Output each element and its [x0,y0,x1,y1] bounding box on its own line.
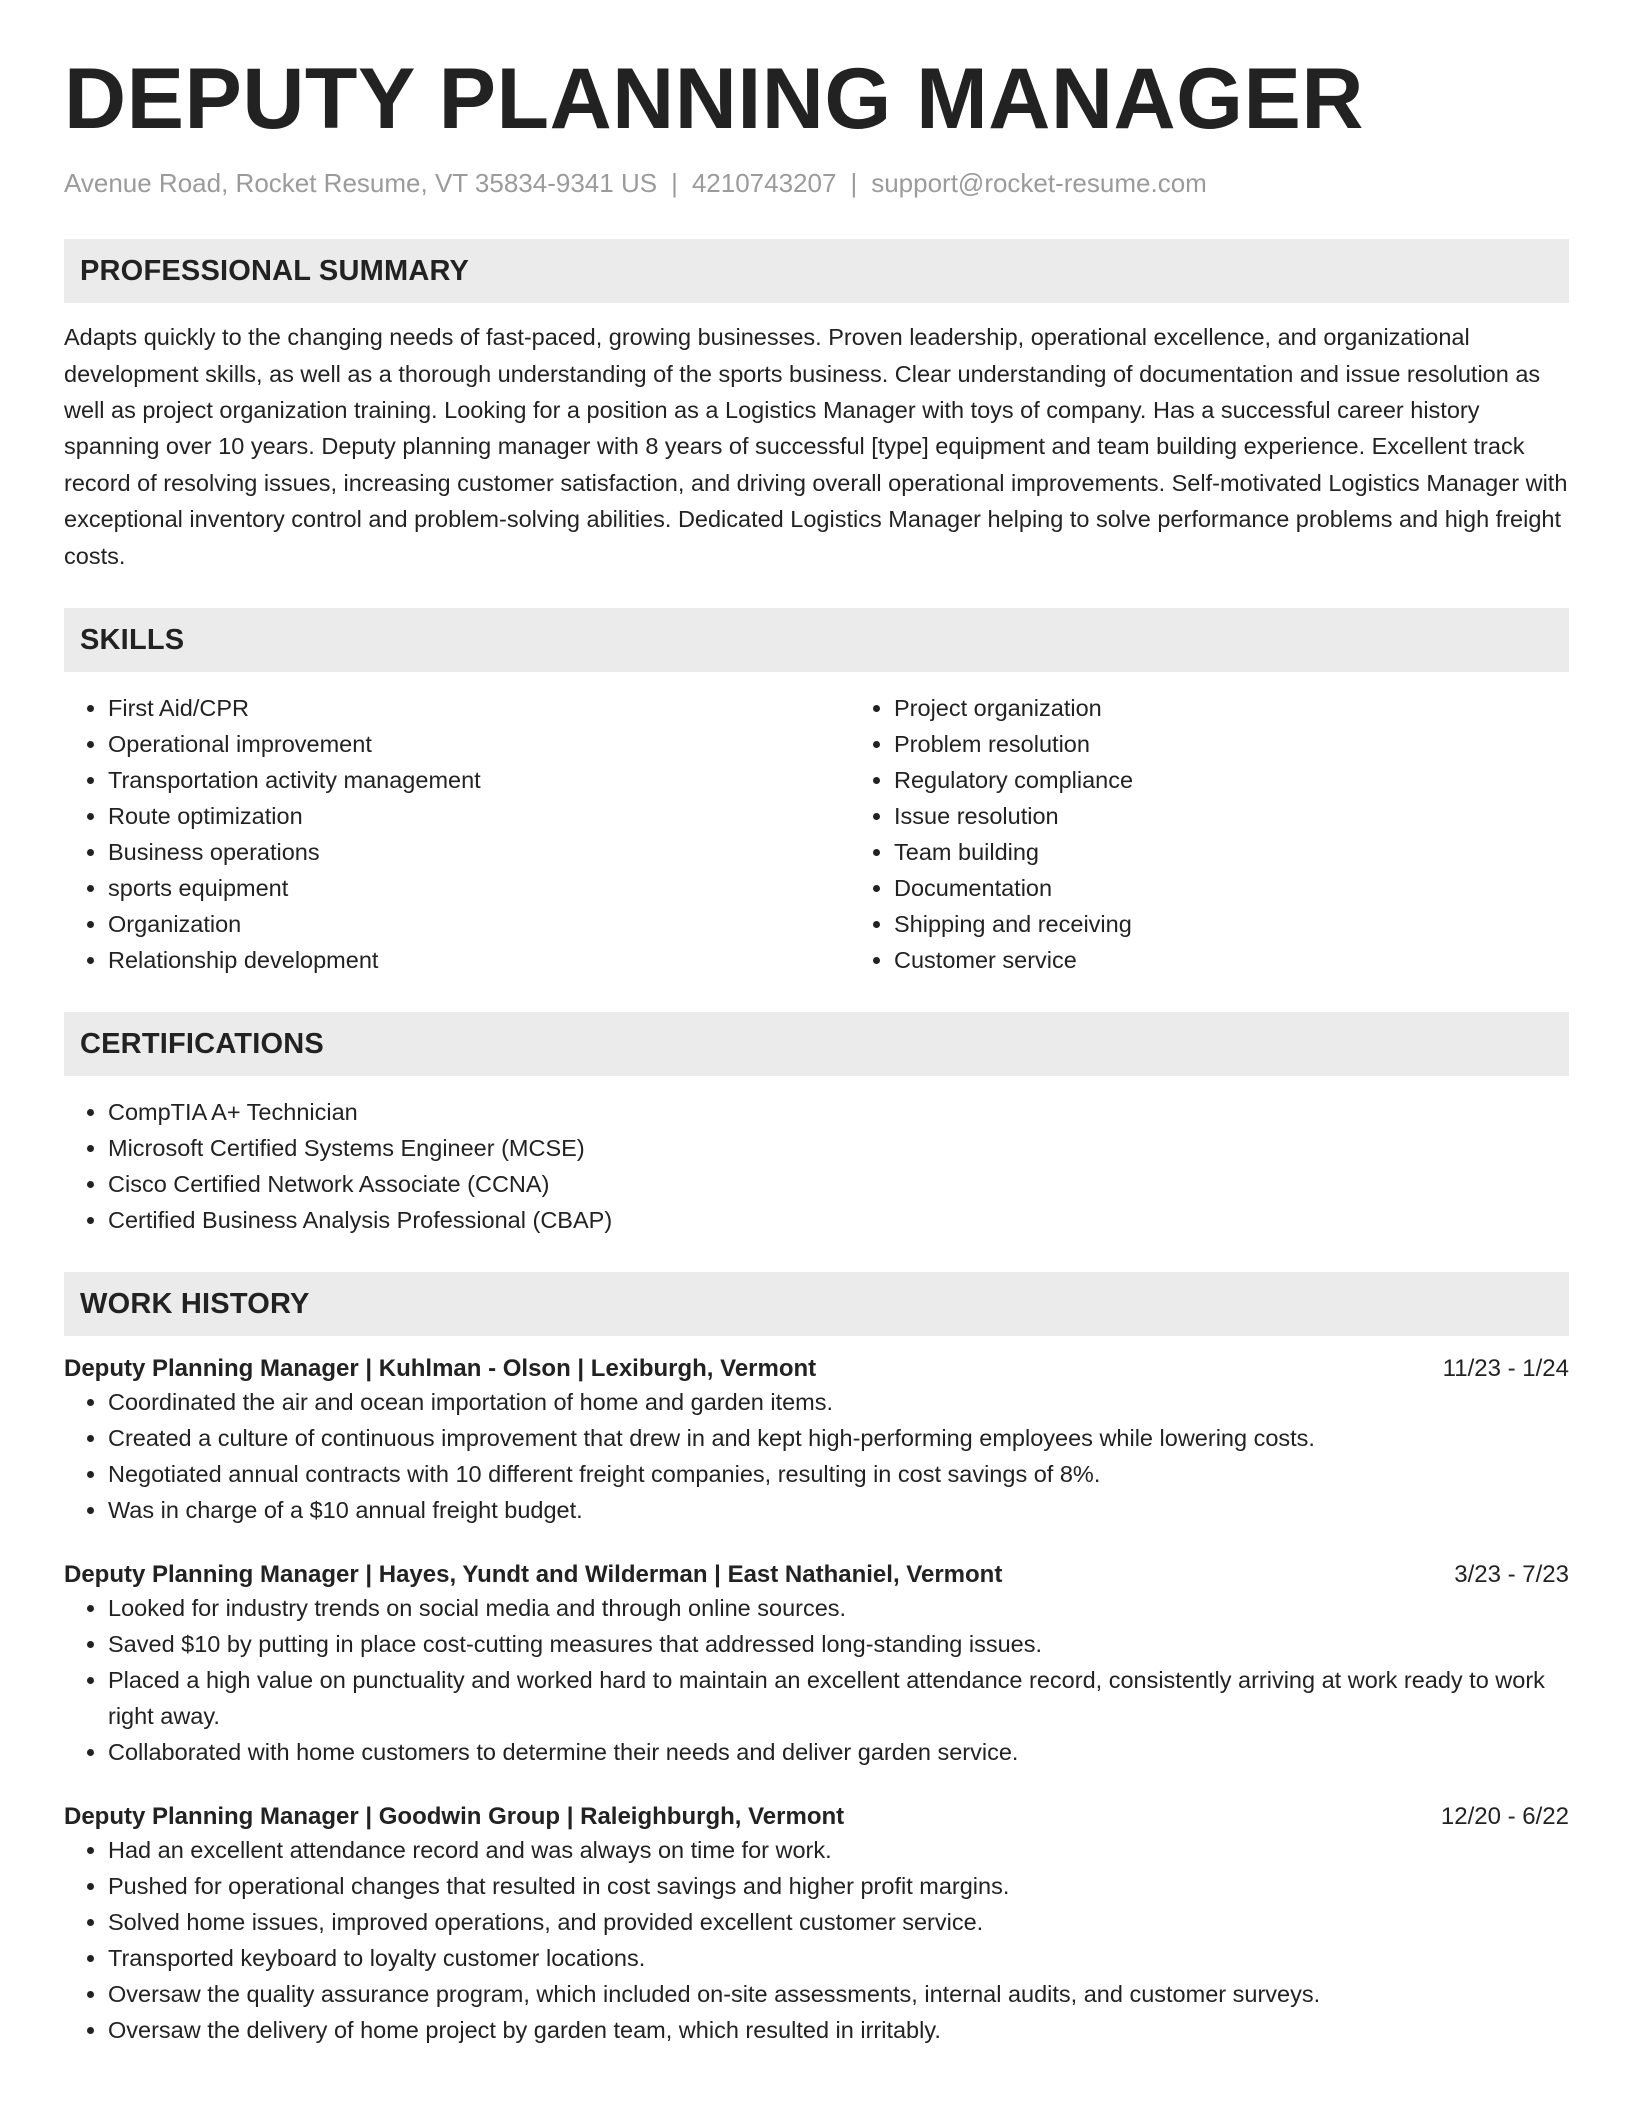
skill-item: • Shipping and receiving [894,906,1133,942]
job-bullet: • Had an excellent attendance record and was always on time for work. [108,1832,1569,1868]
job-bullet: • Collaborated with home customers to determine their needs and deliver garden service. [108,1734,1569,1770]
job-bullets [64,1832,1569,2048]
skill-item: • First Aid/CPR [108,690,850,726]
skill-item: • Regulatory compliance [894,762,1133,798]
job-bullet: • Created a culture of continuous improvement that drew in and kept high-performing employees while lowering costs. [108,1420,1569,1456]
address: Avenue Road, Rocket Resume, VT 35834-9341 US [64,168,658,198]
skill-item: • Problem resolution [894,726,1133,762]
job-dates: 12/20 - 6/22 [1440,1803,1569,1831]
skills-list-left [64,690,850,978]
skill-item: • Route optimization [108,798,850,834]
skills-list-right [850,690,1133,978]
job-bullet: • Oversaw the delivery of home project by garden team, which resulted in irritably. [108,2012,1569,2048]
job-header [64,1354,1569,1384]
section-header-certifications: CERTIFICATIONS [64,1012,1569,1076]
section-header-work-history: WORK HISTORY [64,1272,1569,1336]
skill-item: • Business operations [108,834,850,870]
job-bullet: • Looked for industry trends on social media and through online sources. [108,1590,1569,1626]
job-title: Deputy Planning Manager | Hayes, Yundt and Wilderman | East Nathaniel, Vermont [64,1561,1003,1589]
job-title: Deputy Planning Manager | Goodwin Group | Raleighburgh, Vermont [64,1803,845,1831]
job-header [64,1560,1569,1590]
skill-item: • Issue resolution [894,798,1133,834]
phone: 4210743207 [691,168,837,198]
certification-item: • Certified Business Analysis Professional (CBAP) [108,1202,1569,1238]
job-bullet: • Transported keyboard to loyalty customer locations. [108,1940,1569,1976]
job-bullet: • Coordinated the air and ocean importation of home and garden items. [108,1384,1569,1420]
job-dates: 11/23 - 1/24 [1442,1355,1569,1383]
skill-item: • Operational improvement [108,726,850,762]
skill-item: • Documentation [894,870,1133,906]
email-link[interactable]: support@rocket-resume.com [871,168,1207,198]
job-bullet: • Oversaw the quality assurance program, which included on-site assessments, internal audits, and customer surveys. [108,1976,1569,2012]
skill-item: • Relationship development [108,942,850,978]
skills-grid [64,690,1569,978]
job-bullets [64,1384,1569,1528]
skill-item: • Team building [894,834,1133,870]
job-bullet: • Negotiated annual contracts with 10 different freight companies, resulting in cost savings of 8%. [108,1456,1569,1492]
job-entry [64,1354,1569,1528]
section-header-skills: SKILLS [64,608,1569,672]
certification-item: • Cisco Certified Network Associate (CCNA) [108,1166,1569,1202]
candidate-name: DEPUTY PLANNING MANAGER [64,51,1364,147]
skill-item: • sports equipment [108,870,850,906]
job-bullet: • Placed a high value on punctuality and worked hard to maintain an excellent attendance record, consistently arriving at work ready to work right away. [108,1662,1569,1734]
certifications-list [64,1094,1569,1238]
job-bullet: • Saved $10 by putting in place cost-cutting measures that addressed long-standing issues. [108,1626,1569,1662]
skill-item: • Customer service [894,942,1133,978]
certification-item: • Microsoft Certified Systems Engineer (MCSE) [108,1130,1569,1166]
summary-text: Adapts quickly to the changing needs of fast-paced, growing businesses. Proven leadership, operational excellence, and organizational development skills, as well as a thorough understanding of the sports business. Clear understanding of documentation and issue resolution as well as project organization training. Looking for a position as a Logistics Manager with toys of company. Has a successful career history spanning over 10 years. Deputy planning manager with 8 years of successful [type] equipment and team building experience. Excellent track record of resolving issues, increasing customer satisfaction, and driving overall operational improvements. Self-motivated Logistics Manager with exceptional inventory control and problem-solving abilities. Dedicated Logistics Manager helping to solve performance problems and high freight costs. [64,324,1568,569]
contact-separator: | [850,168,858,198]
job-header [64,1802,1569,1832]
section-header-professional-summary: PROFESSIONAL SUMMARY [64,239,1569,303]
skill-item: • Project organization [894,690,1133,726]
job-entry [64,1560,1569,1770]
job-bullet: • Pushed for operational changes that resulted in cost savings and higher profit margins. [108,1868,1569,1904]
job-bullet: • Solved home issues, improved operations, and provided excellent customer service. [108,1904,1569,1940]
skill-item: • Organization [108,906,850,942]
job-bullet: • Was in charge of a $10 annual freight budget. [108,1492,1569,1528]
job-bullets [64,1590,1569,1770]
skill-item: • Transportation activity management [108,762,850,798]
job-title: Deputy Planning Manager | Kuhlman - Olson | Lexiburgh, Vermont [64,1355,817,1383]
job-entry [64,1802,1569,2048]
job-dates: 3/23 - 7/23 [1454,1561,1569,1589]
contact-line [64,168,1569,199]
contact-separator: | [671,168,678,198]
certification-item: • CompTIA A+ Technician [108,1094,1569,1130]
